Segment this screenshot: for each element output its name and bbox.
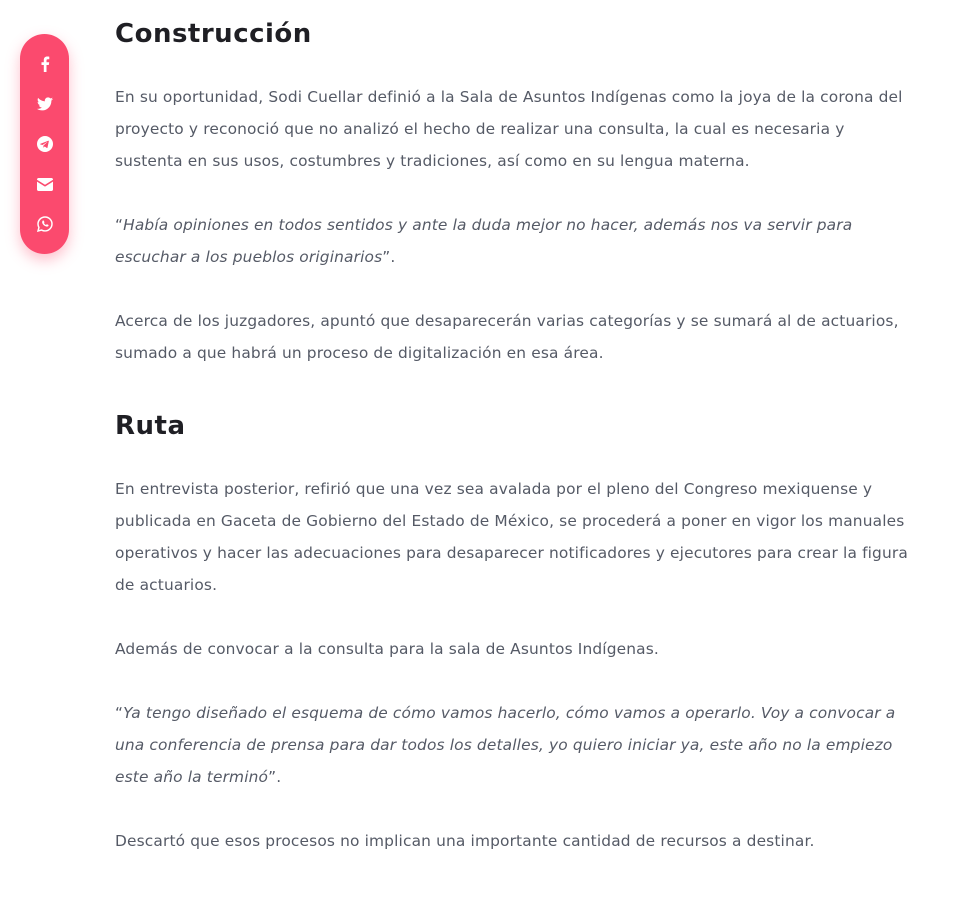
article-paragraph: Acerca de los juzgadores, apuntó que desaparecerán varias categorías y se sumará al de actuarios, sumado a que habrá un proceso de digitalización en esa área. [115, 312, 899, 362]
telegram-icon [37, 136, 53, 152]
quote-text: Ya tengo diseñado el esquema de cómo vamos hacerlo, cómo vamos a operarlo. Voy a convocar a una conferencia de prensa para dar todos los detalles, yo quiero iniciar ya, este año no la empiezo este año la terminó [115, 704, 896, 786]
article-quote [115, 697, 915, 793]
quote-open-mark: “ [115, 704, 124, 722]
telegram-share-button[interactable] [33, 132, 57, 156]
quote-close-mark: ”. [268, 768, 282, 786]
quote-close-mark: ”. [382, 248, 396, 266]
whatsapp-share-button[interactable] [33, 212, 57, 236]
whatsapp-icon [37, 216, 53, 232]
article-paragraph: Además de convocar a la consulta para la sala de Asuntos Indígenas. [115, 640, 659, 658]
section-heading-construccion: Construcción [115, 19, 312, 49]
article-paragraph: En su oportunidad, Sodi Cuellar definió a la Sala de Asuntos Indígenas como la joya de la corona del proyecto y reconoció que no analizó el hecho de realizar una consulta, la cual es necesaria y sustenta en sus usos, costumbres y tradiciones, así como en su lengua materna. [115, 88, 903, 170]
twitter-icon [37, 97, 53, 111]
quote-open-mark: “ [115, 216, 124, 234]
twitter-share-button[interactable] [33, 92, 57, 116]
email-icon [37, 178, 53, 191]
social-share-bar [20, 34, 69, 254]
quote-text: Había opiniones en todos sentidos y ante la duda mejor no hacer, además nos va servir para escuchar a los pueblos originarios [115, 216, 853, 266]
email-share-button[interactable] [33, 172, 57, 196]
article-paragraph: Descartó que esos procesos no implican una importante cantidad de recursos a destinar. [115, 832, 815, 850]
facebook-icon [40, 56, 50, 72]
article-paragraph: En entrevista posterior, refirió que una vez sea avalada por el pleno del Congreso mexiquense y publicada en Gaceta de Gobierno del Estado de México, se procederá a poner en vigor los manuales operativos y hacer las adecuaciones para desaparecer notificadores y ejecutores para crear la figura de actuarios. [115, 480, 908, 594]
article-quote [115, 209, 915, 273]
section-heading-ruta: Ruta [115, 411, 186, 441]
facebook-share-button[interactable] [33, 52, 57, 76]
